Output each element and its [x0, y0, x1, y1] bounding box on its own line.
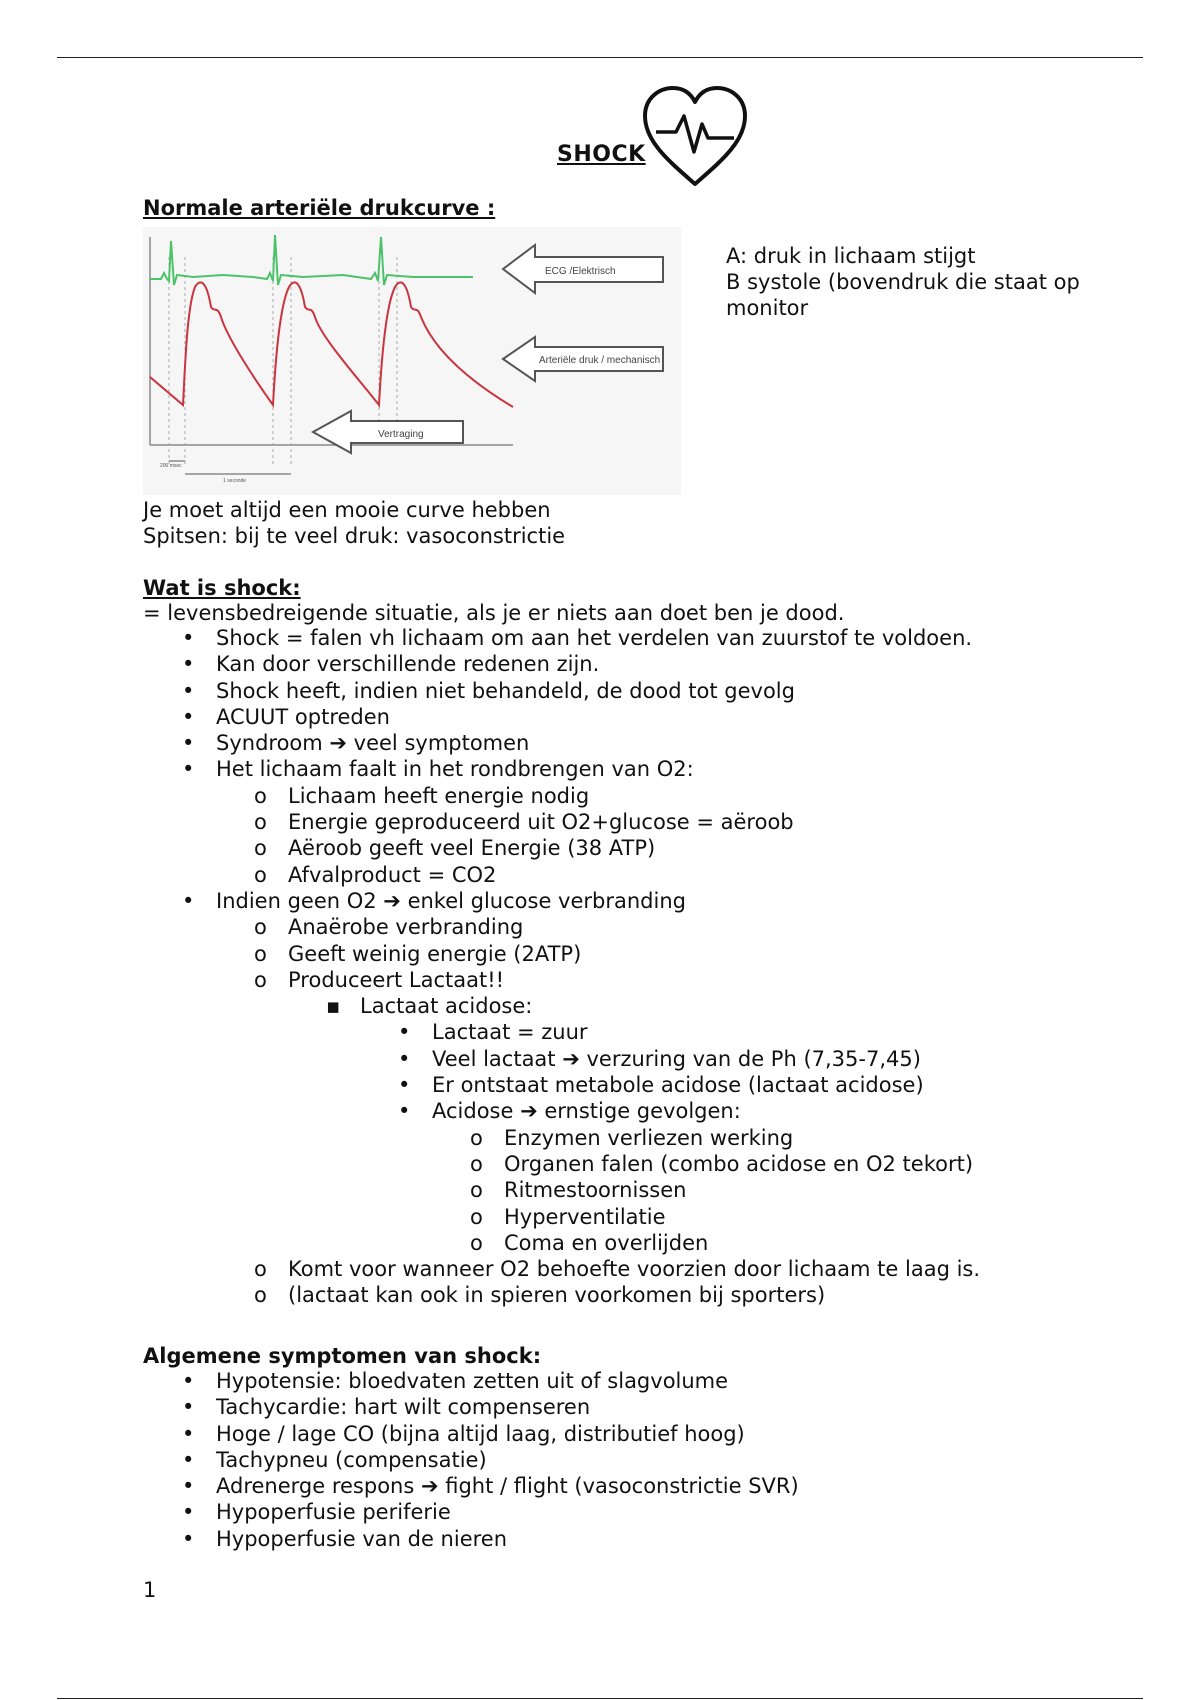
bullet-marker: • [182, 678, 195, 703]
bullet-marker: o [470, 1125, 483, 1150]
bullet-marker: o [470, 1230, 483, 1255]
list-item-text: Produceert Lactaat!! [288, 967, 505, 992]
bullet-marker: • [398, 1099, 411, 1124]
list-item-text: Shock heeft, indien niet behandeld, de dood tot gevolg [216, 678, 795, 703]
bullet-marker: o [254, 915, 267, 940]
bullet-marker: • [182, 1369, 195, 1393]
list-item-text: Syndroom ➔ veel symptomen [216, 731, 530, 756]
bullet-marker: • [182, 757, 195, 782]
bullet-marker: • [398, 1020, 411, 1045]
list-item-text: Er ontstaat metabole acidose (lactaat acidose) [432, 1073, 924, 1098]
bullet-marker: • [182, 1500, 195, 1525]
page-title: SHOCK [557, 142, 646, 167]
list-item-text: Kan door verschillende redenen zijn. [216, 652, 600, 677]
list-item-text: Adrenerge respons ➔ fight / flight (vasoconstrictie SVR) [216, 1474, 799, 1499]
list-item-text: Lichaam heeft energie nodig [288, 783, 590, 808]
bullet-marker: o [254, 1257, 267, 1282]
bullet-marker: o [470, 1178, 483, 1203]
section-heading-symptoms: Algemene symptomen van shock: [143, 1344, 542, 1368]
bullet-marker: o [254, 941, 267, 966]
curve-notes [726, 243, 1126, 321]
bottom-rule [57, 1698, 1143, 1699]
bullet-marker: o [470, 1151, 483, 1176]
bullet-marker: o [254, 783, 267, 808]
list-item-text: Tachycardie: hart wilt compenseren [216, 1395, 591, 1420]
pressure-arrow-label: Arteriële druk / mechanisch [539, 355, 661, 366]
bullet-marker: • [182, 1421, 195, 1446]
bullet-marker: o [254, 810, 267, 835]
bullet-marker: • [182, 888, 195, 913]
msec-label: 200 msec [160, 463, 182, 469]
bullet-marker: • [182, 704, 195, 729]
list-item-text: Energie geproduceerd uit O2+glucose = aëroob [288, 810, 794, 835]
list-item-text: Lactaat = zuur [432, 1020, 588, 1045]
bullet-marker: o [254, 836, 267, 861]
page-number: 1 [143, 1578, 157, 1602]
list-item-text: Aëroob geeft veel Energie (38 ATP) [288, 836, 656, 861]
list-item-text: Afvalproduct = CO2 [288, 862, 497, 887]
list-item-text: Shock = falen vh lichaam om aan het verdelen van zuurstof te voldoen. [216, 626, 973, 650]
curve-remark: Je moet altijd een mooie curve hebben [143, 498, 551, 522]
list-item-text: Coma en overlijden [504, 1230, 709, 1255]
bullet-marker: • [182, 1447, 195, 1472]
list-item-text: Hypoperfusie periferie [216, 1500, 451, 1525]
note-line: monitor [726, 296, 809, 320]
bullet-marker: • [182, 1526, 195, 1551]
bullet-marker: • [182, 1474, 195, 1499]
delay-arrow-label: Vertraging [378, 429, 424, 440]
arterial-pressure-figure [143, 227, 681, 495]
bullet-marker: • [182, 626, 195, 650]
list-item-text: Anaërobe verbranding [288, 915, 524, 940]
section-heading-arterial-curve: Normale arteriële drukcurve : [143, 196, 496, 220]
bullet-marker: o [470, 1204, 483, 1229]
bullet-marker: • [182, 731, 195, 756]
list-item-text: Lactaat acidose: [360, 994, 533, 1019]
bullet-marker: ▪ [326, 994, 341, 1019]
heart-pulse-icon [640, 84, 750, 190]
bullet-marker: • [182, 652, 195, 677]
list-item-text: Ritmestoornissen [504, 1178, 687, 1203]
bullet-marker: • [398, 1046, 411, 1071]
top-rule [57, 57, 1143, 58]
list-item-text: Hoge / lage CO (bijna altijd laag, distributief hoog) [216, 1421, 745, 1446]
list-item-text: ACUUT optreden [216, 704, 390, 729]
second-label: 1 seconde [223, 478, 247, 484]
note-line: B systole (bovendruk die staat op [726, 270, 1080, 294]
list-item-text: Hypotensie: bloedvaten zetten uit of slagvolume [216, 1369, 729, 1393]
list-item-text: Hyperventilatie [504, 1204, 666, 1229]
list-item-text: Tachypneu (compensatie) [216, 1447, 487, 1472]
list-item-text: Enzymen verliezen werking [504, 1125, 794, 1150]
ecg-arrow-label: ECG /Elektrisch [545, 266, 616, 277]
list-item-text: Acidose ➔ ernstige gevolgen: [432, 1099, 741, 1124]
list-item-text: Geeft weinig energie (2ATP) [288, 941, 582, 966]
bullet-marker: • [398, 1073, 411, 1098]
list-item-text: Organen falen (combo acidose en O2 tekort) [504, 1151, 974, 1176]
curve-remark: Spitsen: bij te veel druk: vasoconstrictie [143, 524, 566, 548]
shock-definition: = levensbedreigende situatie, als je er niets aan doet ben je dood. [143, 601, 845, 625]
list-item-text: Hypoperfusie van de nieren [216, 1526, 508, 1551]
bullet-marker: o [254, 967, 267, 992]
bullet-marker: • [182, 1395, 195, 1420]
list-item-text: Veel lactaat ➔ verzuring van de Ph (7,35-7,45) [432, 1046, 921, 1071]
list-item-text: (lactaat kan ook in spieren voorkomen bij sporters) [288, 1283, 826, 1308]
note-line: A: druk in lichaam stijgt [726, 244, 976, 268]
bullet-marker: o [254, 862, 267, 887]
list-item-text: Het lichaam faalt in het rondbrengen van O2: [216, 757, 694, 782]
list-item-text: Komt voor wanneer O2 behoefte voorzien door lichaam te laag is. [288, 1257, 981, 1282]
bullet-marker: o [254, 1283, 267, 1308]
section-heading-what-is-shock: Wat is shock: [143, 576, 301, 600]
list-item-text: Indien geen O2 ➔ enkel glucose verbranding [216, 888, 686, 913]
